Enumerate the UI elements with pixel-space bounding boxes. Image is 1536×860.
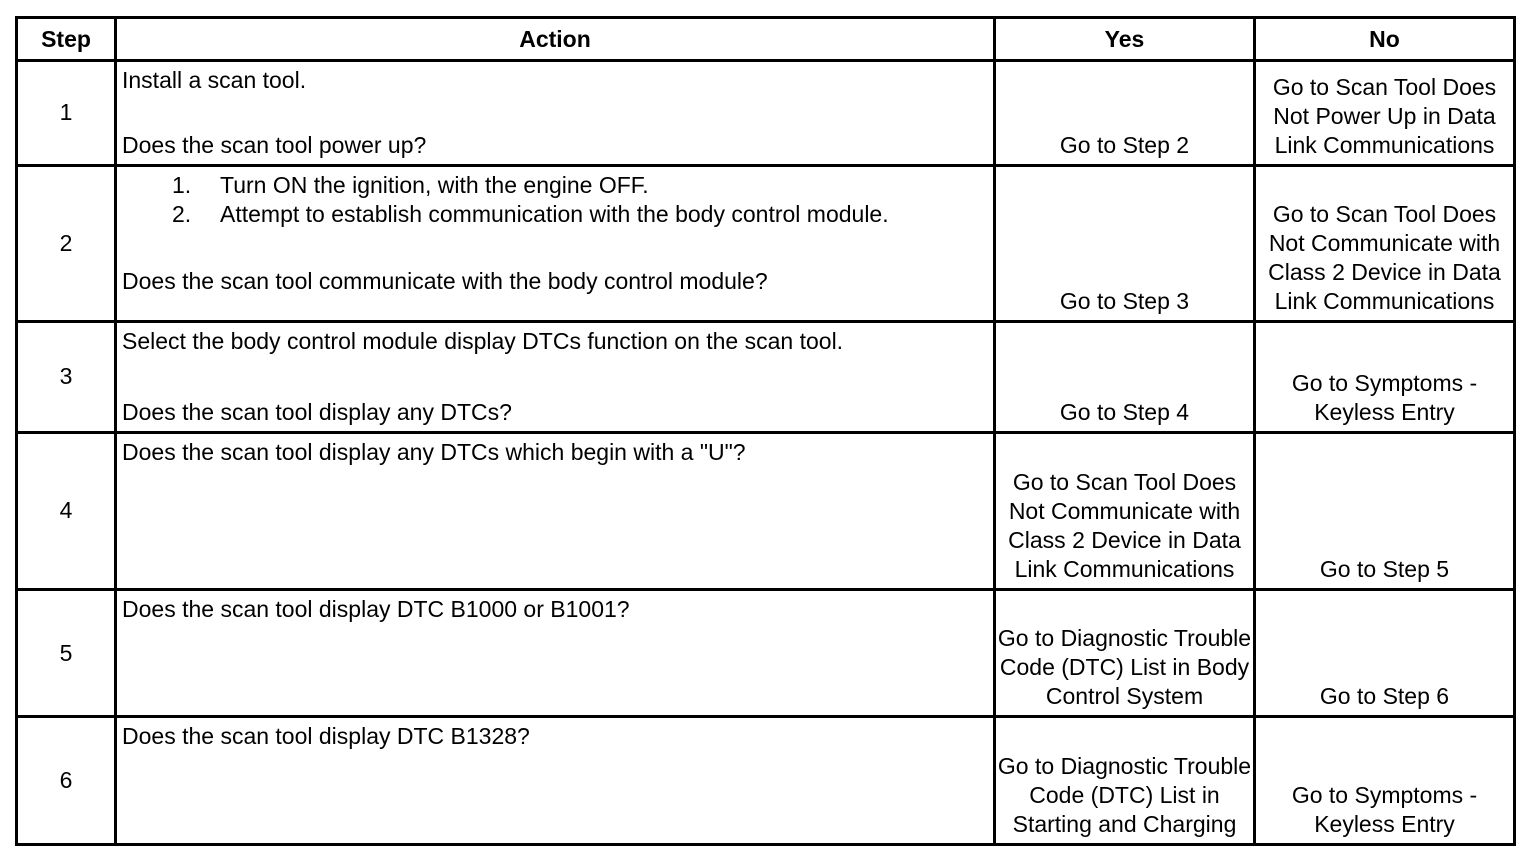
header-step: Step	[17, 18, 116, 61]
no-cell: Go to Symptoms - Keyless Entry	[1255, 321, 1515, 432]
action-question: Does the scan tool display any DTCs?	[122, 398, 512, 425]
action-question: Does the scan tool communicate with the body control module?	[122, 267, 768, 294]
no-cell: Go to Scan Tool Does Not Power Up in Data Link Communications	[1255, 61, 1515, 166]
table-row	[17, 321, 1515, 432]
action-instruction: Select the body control module display DTCs function on the scan tool.	[122, 327, 844, 354]
diagnostic-table	[15, 16, 1516, 846]
no-cell: Go to Scan Tool Does Not Communicate with Class 2 Device in Data Link Communications	[1255, 165, 1515, 321]
yes-cell: Go to Scan Tool Does Not Communicate with Class 2 Device in Data Link Communications	[995, 432, 1255, 589]
no-cell: Go to Step 5	[1255, 432, 1515, 589]
table-header-row	[17, 18, 1515, 61]
action-cell	[116, 321, 995, 432]
yes-cell: Go to Step 2	[995, 61, 1255, 166]
step-number: 3	[17, 321, 116, 432]
step-number: 1	[17, 61, 116, 166]
header-action: Action	[116, 18, 995, 61]
yes-cell: Go to Step 3	[995, 165, 1255, 321]
table-row	[17, 432, 1515, 589]
table-row	[17, 716, 1515, 844]
yes-cell: Go to Diagnostic Trouble Code (DTC) List in Starting and Charging	[995, 716, 1255, 844]
action-cell	[116, 716, 995, 844]
step-number: 5	[17, 590, 116, 717]
substep-list	[122, 171, 989, 229]
yes-cell: Go to Diagnostic Trouble Code (DTC) List in Body Control System	[995, 590, 1255, 717]
step-number: 4	[17, 432, 116, 589]
header-yes: Yes	[995, 18, 1255, 61]
yes-cell: Go to Step 4	[995, 321, 1255, 432]
action-cell	[116, 590, 995, 717]
action-question: Does the scan tool display DTC B1000 or B1001?	[122, 596, 630, 623]
step-number: 2	[17, 165, 116, 321]
header-no: No	[1255, 18, 1515, 61]
list-item: 2. Attempt to establish communication with the body control module.	[172, 200, 889, 227]
no-cell: Go to Step 6	[1255, 590, 1515, 717]
action-instruction: Install a scan tool.	[122, 67, 307, 93]
table-row	[17, 590, 1515, 717]
action-cell	[116, 165, 995, 321]
action-question: Does the scan tool display any DTCs which begin with a "U"?	[122, 438, 746, 465]
table-row	[17, 61, 1515, 166]
action-cell	[116, 432, 995, 589]
action-question: Does the scan tool power up?	[122, 131, 427, 158]
list-item: 1. Turn ON the ignition, with the engine OFF.	[172, 171, 649, 198]
table-row	[17, 165, 1515, 321]
action-cell	[116, 61, 995, 166]
no-cell: Go to Symptoms - Keyless Entry	[1255, 716, 1515, 844]
action-question: Does the scan tool display DTC B1328?	[122, 722, 530, 749]
step-number: 6	[17, 716, 116, 844]
